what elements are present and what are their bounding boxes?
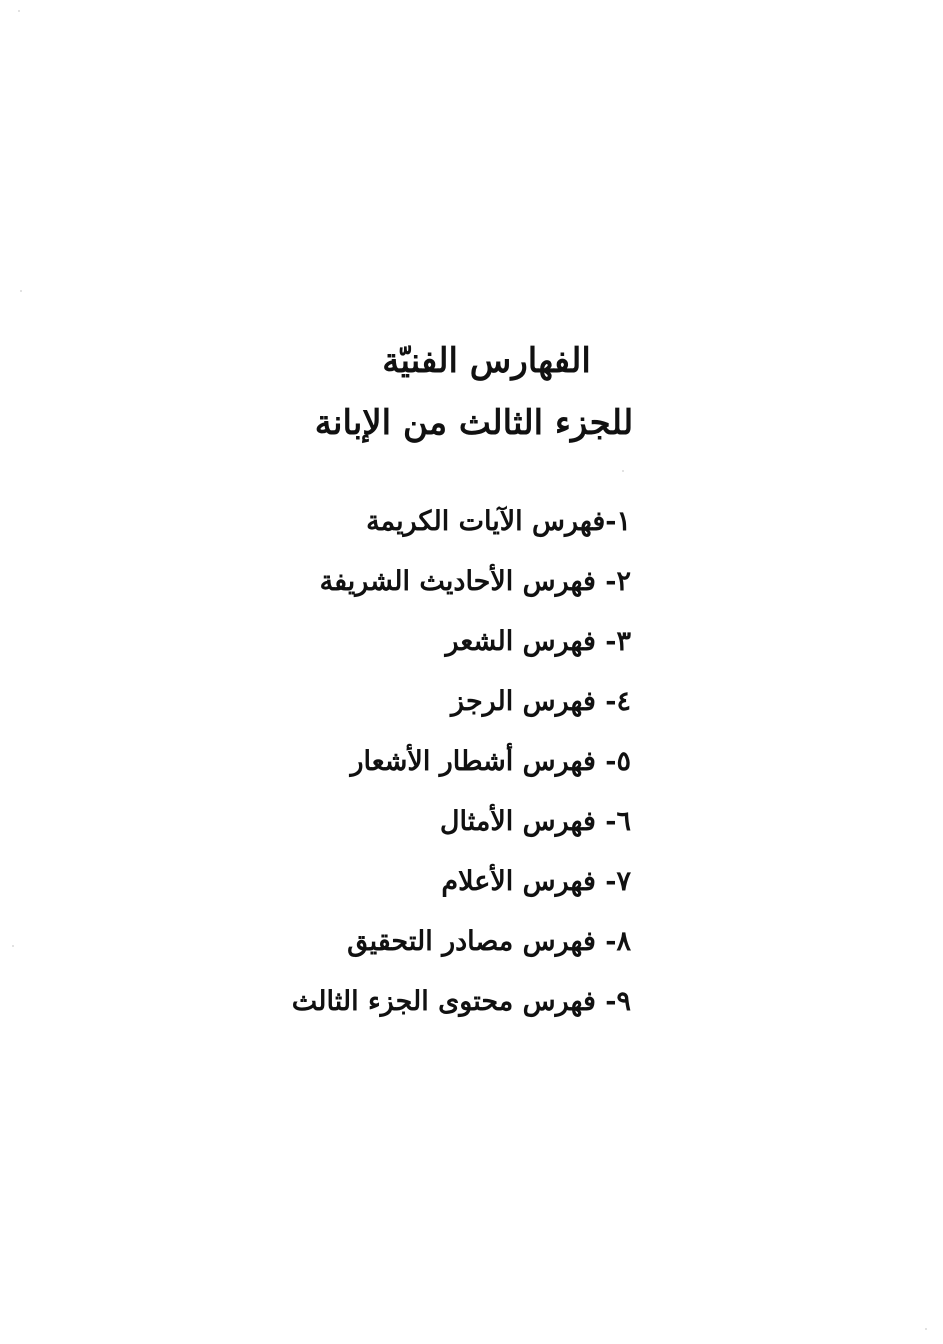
- index-item-5: ٥- فهرس أشطار الأشعار: [350, 746, 631, 777]
- index-item-1: ١-فهرس الآيات الكريمة: [366, 506, 631, 537]
- page-heading: [0, 330, 943, 454]
- index-item-8: ٨- فهرس مصادر التحقيق: [347, 926, 631, 957]
- scan-speck: [622, 470, 624, 472]
- scan-speck: [12, 945, 14, 947]
- index-item-6: ٦- فهرس الأمثال: [439, 806, 631, 837]
- heading-title: الفهارس الفنيّة: [382, 341, 591, 381]
- index-item-7: ٧- فهرس الأعلام: [441, 866, 631, 897]
- index-item-2: ٢- فهرس الأحاديث الشريفة: [319, 566, 631, 597]
- scan-speck: [20, 290, 22, 292]
- heading-subtitle: للجزء الثالث من الإبانة: [314, 403, 634, 443]
- index-item-3: ٣- فهرس الشعر: [445, 626, 631, 657]
- index-list: [211, 492, 631, 1032]
- scan-speck: [18, 10, 20, 12]
- index-item-4: ٤- فهرس الرجز: [451, 686, 631, 717]
- scan-speck: [925, 1328, 927, 1330]
- index-item-9: ٩- فهرس محتوى الجزء الثالث: [291, 986, 631, 1017]
